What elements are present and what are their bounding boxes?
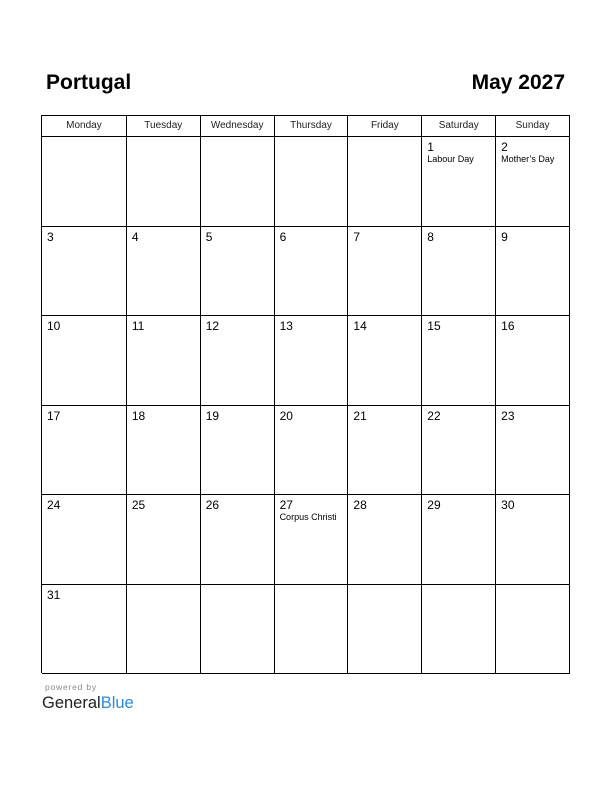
day-cell (42, 316, 127, 406)
calendar-grid (41, 115, 570, 673)
day-cell (348, 316, 422, 406)
day-number: 24 (47, 498, 61, 512)
day-cell (422, 495, 496, 585)
month-year-title: May 2027 (471, 71, 565, 94)
week-row (42, 227, 570, 317)
day-cell (422, 585, 496, 675)
day-number: 3 (47, 229, 54, 244)
generalblue-branding (42, 682, 134, 713)
day-number: 15 (427, 319, 441, 333)
day-cell (201, 495, 275, 585)
day-cell (496, 406, 570, 496)
day-number: 28 (353, 498, 367, 512)
day-cell (42, 406, 127, 496)
logo-general-text: General (42, 694, 101, 712)
day-number: 1 (427, 140, 434, 154)
day-cell (201, 406, 275, 496)
day-number: 25 (131, 498, 146, 512)
weekday-header-sunday: Sunday (496, 116, 570, 137)
day-number: 7 (353, 229, 361, 244)
day-number: 8 (427, 229, 434, 244)
day-cell (42, 495, 127, 585)
day-cell (42, 137, 127, 227)
weekday-header-tuesday: Tuesday (127, 116, 201, 137)
day-cell (348, 495, 422, 585)
day-number: 5 (205, 229, 213, 244)
day-cell (422, 227, 496, 317)
day-number: 13 (279, 319, 293, 333)
day-cell (496, 585, 570, 675)
day-cell (422, 316, 496, 406)
day-cell (275, 137, 349, 227)
week-row (42, 585, 570, 675)
day-cell (275, 316, 349, 406)
day-number: 21 (353, 408, 367, 423)
powered-by-text: powered by (45, 682, 97, 692)
day-cell (127, 495, 201, 585)
day-number: 6 (279, 229, 287, 244)
day-cell (127, 227, 201, 317)
day-cell (201, 585, 275, 675)
day-cell (127, 316, 201, 406)
day-number: 4 (131, 229, 139, 244)
day-number: 22 (427, 408, 441, 423)
weekday-header-wednesday: Wednesday (201, 116, 275, 137)
day-number: 31 (47, 587, 61, 602)
week-row (42, 495, 570, 585)
day-cell (348, 227, 422, 317)
day-number: 19 (205, 408, 220, 423)
day-cell (201, 316, 275, 406)
weeks-container (42, 137, 570, 674)
day-number: 11 (131, 319, 145, 333)
day-cell (201, 137, 275, 227)
day-number: 23 (501, 408, 515, 423)
weekday-header-row (42, 116, 570, 137)
day-cell (348, 137, 422, 227)
day-cell (127, 406, 201, 496)
day-number: 30 (501, 498, 515, 512)
weekday-header-saturday: Saturday (422, 116, 496, 137)
weekday-header-thursday: Thursday (275, 116, 349, 137)
day-number: 9 (501, 229, 508, 244)
day-cell (422, 406, 496, 496)
day-cell (275, 406, 349, 496)
day-cell (496, 316, 570, 406)
day-cell (127, 137, 201, 227)
holiday-label: Labour Day (427, 154, 474, 164)
logo-blue-text: Blue (100, 694, 134, 712)
day-cell (201, 227, 275, 317)
day-number: 29 (427, 498, 441, 512)
day-number: 27 (279, 498, 293, 512)
day-cell (348, 406, 422, 496)
holiday-label: Corpus Christi (279, 512, 337, 522)
day-number: 26 (205, 498, 220, 512)
day-cell (422, 137, 496, 227)
week-row (42, 137, 570, 227)
day-cell (348, 585, 422, 675)
day-number: 20 (279, 408, 293, 423)
week-row (42, 406, 570, 496)
day-cell (496, 227, 570, 317)
day-cell (42, 585, 127, 675)
day-number: 12 (205, 319, 220, 333)
day-number: 14 (353, 319, 367, 333)
day-cell (496, 137, 570, 227)
day-number: 2 (501, 140, 508, 154)
country-title: Portugal (46, 71, 132, 94)
day-number: 16 (501, 319, 515, 333)
week-row (42, 316, 570, 406)
day-number: 17 (47, 408, 61, 423)
day-cell (42, 227, 127, 317)
day-cell (275, 227, 349, 317)
weekday-header-friday: Friday (348, 116, 422, 137)
day-cell (275, 585, 349, 675)
day-cell (496, 495, 570, 585)
generalblue-logo (42, 693, 134, 713)
day-cell (127, 585, 201, 675)
holiday-label: Mother’s Day (501, 154, 555, 164)
day-cell (275, 495, 349, 585)
day-number: 18 (131, 408, 146, 423)
day-number: 10 (47, 319, 61, 333)
weekday-header-monday: Monday (42, 116, 127, 137)
